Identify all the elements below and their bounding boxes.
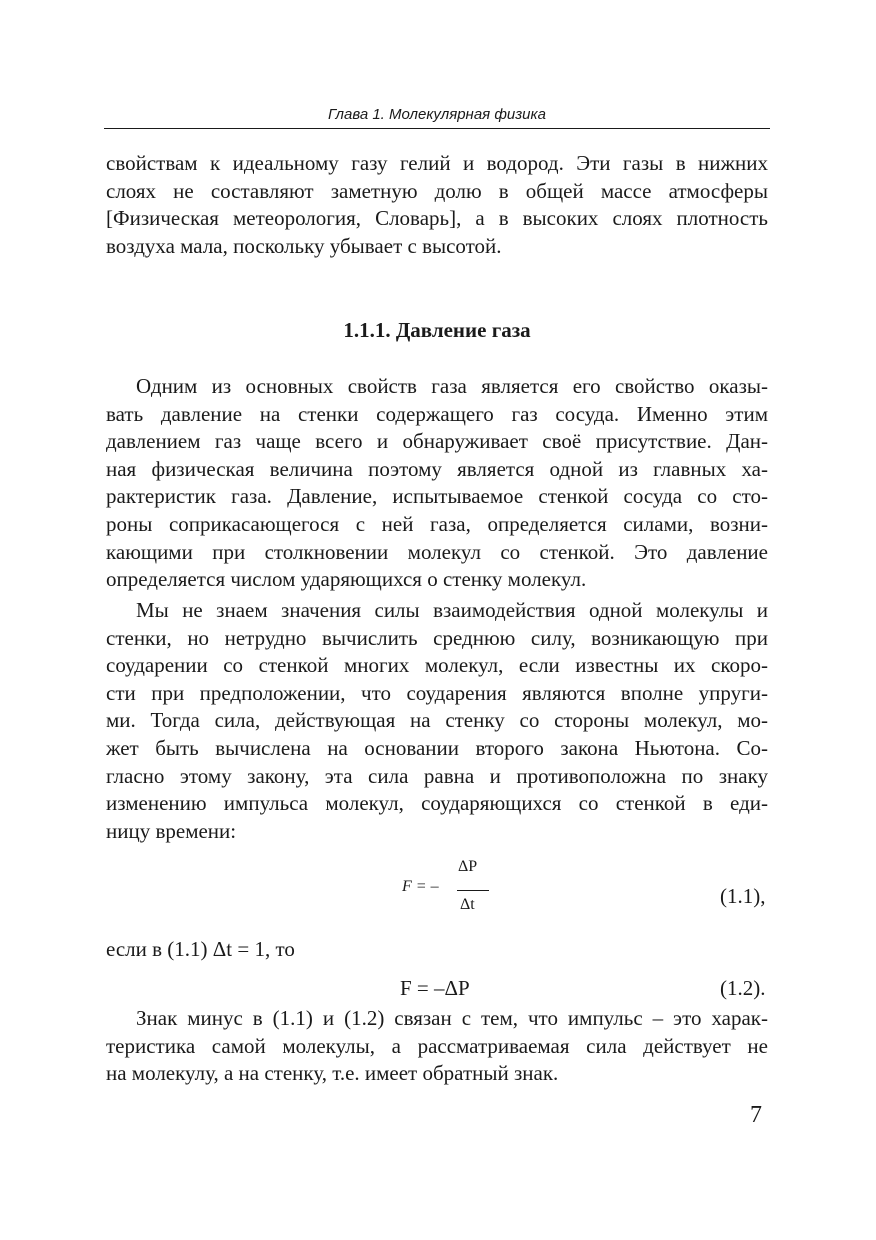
- formula-denominator: Δt: [460, 896, 475, 913]
- formula-1-2: F = –ΔP: [400, 976, 470, 1000]
- text-line: слоях не составляют заметную долю в общей массе атмосферы: [106, 178, 768, 203]
- text-line: жет быть вычислена на основании второго закона Ньютона. Со-: [106, 735, 768, 760]
- intro-paragraph: [106, 150, 768, 260]
- text-line: давлением газ чаще всего и обнаруживает своё присутствие. Дан-: [106, 429, 768, 454]
- paragraph-2: [106, 597, 768, 845]
- text-line: ми. Тогда сила, действующая на стенку со стороны молекул, мо-: [106, 708, 768, 733]
- formula-1-1: [402, 858, 542, 928]
- text-line: Мы не знаем значения силы взаимодействия одной молекулы и: [136, 598, 768, 622]
- fraction-bar: [457, 890, 489, 891]
- text-line: ницу времени:: [106, 818, 237, 843]
- text-line: кающими при столкновении молекул со стенкой. Это давление: [106, 539, 768, 564]
- page-number: 7: [750, 1102, 762, 1128]
- equation-number-1-2: (1.2).: [720, 976, 766, 1000]
- text-line: Одним из основных свойств газа является его свойство оказы-: [136, 374, 768, 398]
- text-line: стенки, но нетрудно вычислить среднюю силу, возникающую при: [106, 625, 768, 650]
- text-line: роны соприкасающегося с ней газа, определяется силами, возни-: [106, 511, 768, 536]
- paragraph-1: [106, 373, 768, 594]
- paragraph-3: [106, 1005, 768, 1088]
- condition-text: если в (1.1) Δt = 1, то: [106, 937, 295, 961]
- running-header: Глава 1. Молекулярная физика: [104, 104, 770, 129]
- text-line: воздуха мала, поскольку убывает с высотой.: [106, 233, 502, 258]
- text-line: [Физическая метеорология, Словарь], а в высоких слоях плотность: [106, 206, 768, 231]
- equation-number-1-1: (1.1),: [720, 884, 766, 908]
- formula-lhs: F = –: [402, 878, 439, 895]
- text-line: вать давление на стенки содержащего газ сосуда. Именно этим: [106, 401, 768, 426]
- text-line: свойствам к идеальному газу гелий и водород. Эти газы в нижних: [106, 151, 768, 175]
- text-line: определяется числом ударяющихся о стенку молекул.: [106, 567, 587, 592]
- text-line: рактеристик газа. Давление, испытываемое стенкой сосуда со сто-: [106, 484, 768, 509]
- text-line: сти при предположении, что соударения являются вполне упруги-: [106, 680, 768, 705]
- formula-numerator: ΔP: [458, 858, 478, 875]
- text-line: соударении со стенкой многих молекул, если известны их скоро-: [106, 653, 768, 678]
- text-line: изменению импульса молекул, соударяющихся со стенкой в еди-: [106, 791, 768, 816]
- text-line: Знак минус в (1.1) и (1.2) связан с тем, что импульс – это харак-: [136, 1006, 768, 1030]
- text-line: ная физическая величина поэтому является одной из главных ха-: [106, 456, 768, 481]
- section-title: 1.1.1. Давление газа: [343, 318, 531, 342]
- text-line: на молекулу, а на стенку, т.е. имеет обратный знак.: [106, 1061, 559, 1086]
- text-line: теристика самой молекулы, а рассматриваемая сила действует не: [106, 1033, 768, 1058]
- text-line: гласно этому закону, эта сила равна и противоположна по знаку: [106, 763, 768, 788]
